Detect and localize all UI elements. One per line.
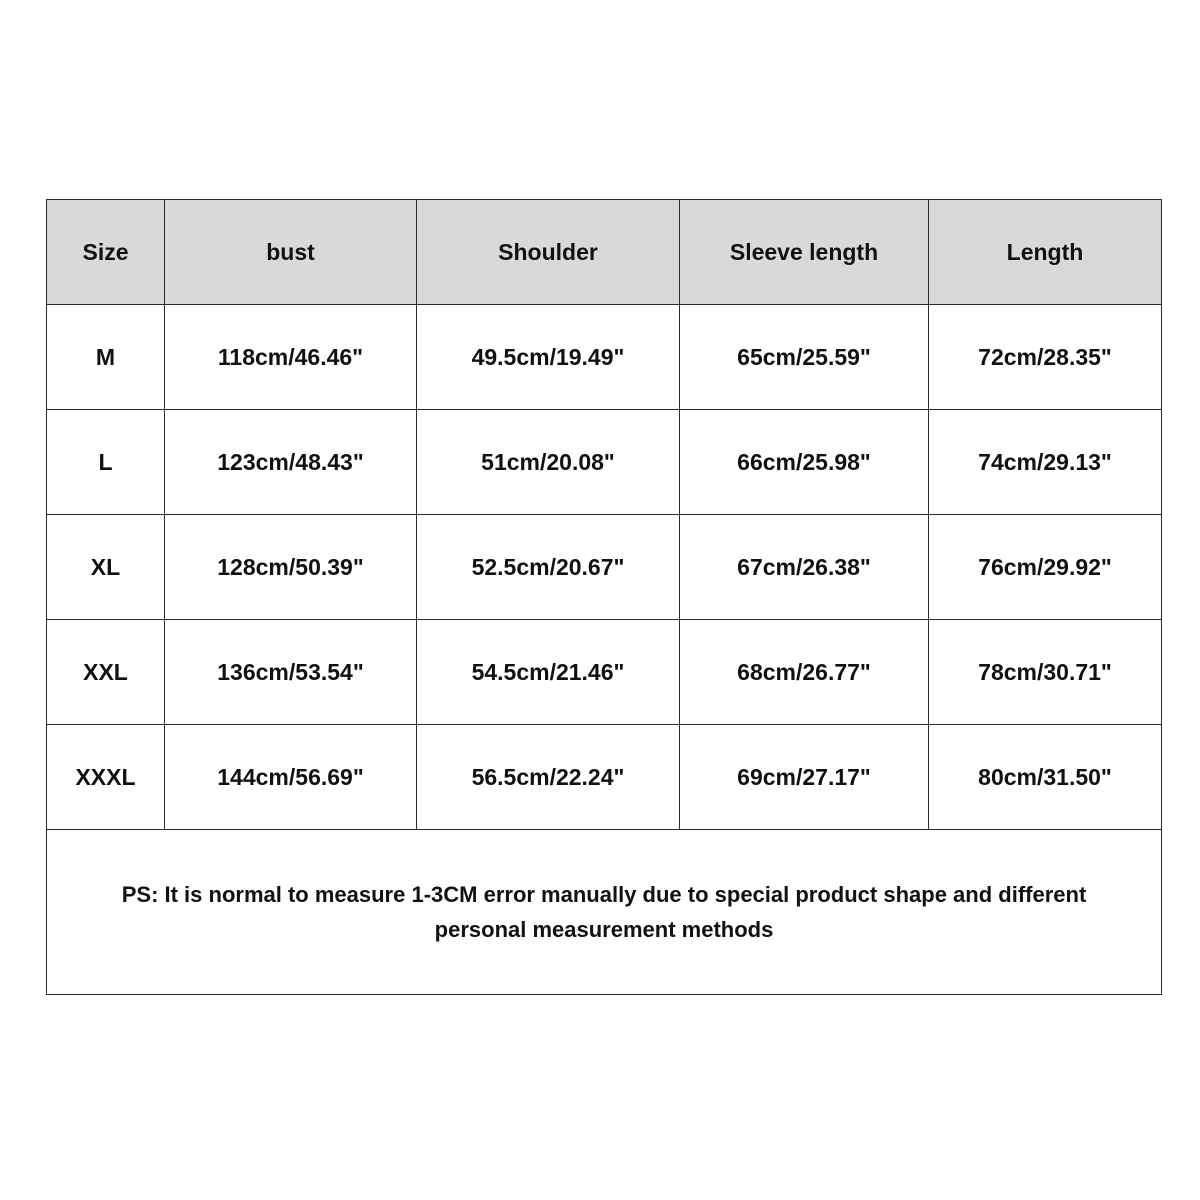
cell-length: 72cm/28.35"	[929, 305, 1162, 410]
cell-length: 78cm/30.71"	[929, 620, 1162, 725]
cell-length: 74cm/29.13"	[929, 410, 1162, 515]
header-length: Length	[929, 200, 1162, 305]
measurement-note	[47, 830, 1162, 995]
note-line-2: personal measurement methods	[434, 917, 774, 942]
cell-shoulder: 56.5cm/22.24"	[417, 725, 680, 830]
cell-size: M	[47, 305, 165, 410]
table-row	[47, 305, 1162, 410]
cell-shoulder: 52.5cm/20.67"	[417, 515, 680, 620]
cell-sleeve-length: 69cm/27.17"	[680, 725, 929, 830]
table-row	[47, 620, 1162, 725]
cell-bust: 128cm/50.39"	[165, 515, 417, 620]
cell-bust: 144cm/56.69"	[165, 725, 417, 830]
cell-length: 76cm/29.92"	[929, 515, 1162, 620]
table-row	[47, 725, 1162, 830]
header-size: Size	[47, 200, 165, 305]
cell-bust: 123cm/48.43"	[165, 410, 417, 515]
note-row	[47, 830, 1162, 995]
table-row	[47, 515, 1162, 620]
header-sleeve-length: Sleeve length	[680, 200, 929, 305]
cell-shoulder: 49.5cm/19.49"	[417, 305, 680, 410]
cell-shoulder: 51cm/20.08"	[417, 410, 680, 515]
cell-sleeve-length: 68cm/26.77"	[680, 620, 929, 725]
cell-size: XXXL	[47, 725, 165, 830]
header-shoulder: Shoulder	[417, 200, 680, 305]
header-bust: bust	[165, 200, 417, 305]
cell-size: XL	[47, 515, 165, 620]
cell-sleeve-length: 65cm/25.59"	[680, 305, 929, 410]
cell-size: L	[47, 410, 165, 515]
cell-shoulder: 54.5cm/21.46"	[417, 620, 680, 725]
note-line-1: PS: It is normal to measure 1-3CM error manually due to special product shape and different	[121, 882, 1087, 907]
cell-sleeve-length: 67cm/26.38"	[680, 515, 929, 620]
header-row	[47, 200, 1162, 305]
cell-length: 80cm/31.50"	[929, 725, 1162, 830]
cell-bust: 118cm/46.46"	[165, 305, 417, 410]
cell-size: XXL	[47, 620, 165, 725]
table-row	[47, 410, 1162, 515]
cell-sleeve-length: 66cm/25.98"	[680, 410, 929, 515]
size-chart-table	[46, 199, 1162, 995]
cell-bust: 136cm/53.54"	[165, 620, 417, 725]
